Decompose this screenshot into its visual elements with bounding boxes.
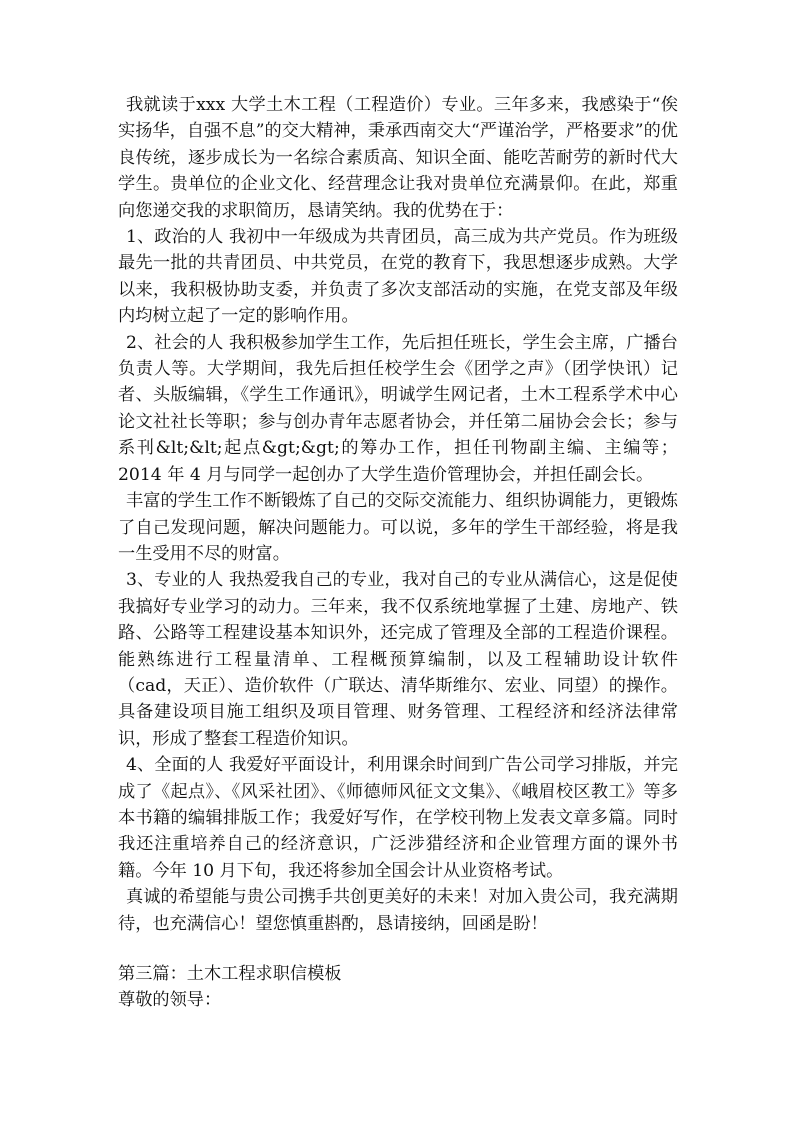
point-allround: 4、全面的人 我爱好平面设计，利用课余时间到广告公司学习排版，并完成了《起点》、《风采社团》、《师德师风征文文集》、《峨眉校区教工》等多本书籍的编辑排版工作；我爱好写作，在学校刊物上发表文章多篇。同时我还注重培养自己的经济意识，广泛涉猎经济和企业管理方面的课外书籍。今年 10 月下旬，我还将参加全国会计从业资格考试。 [118,755,678,881]
point-political: 1、政治的人 我初中一年级成为共青团员，高三成为共产党员。作为班级最先一批的共青团员、中共党员，在党的教育下，我思想逐步成熟。大学以来，我积极协助支委，并负责了多次支部活动的实施，在党支部及年级内均树立起了一定的影响作用。 [118,227,678,327]
intro-paragraph: 我就读于xxx 大学土木工程（工程造价）专业。三年多来，我感染于“俟实扬华，自强不息”的交大精神，秉承西南交大“严谨治学，严格要求”的优良传统，逐步成长为一名综合素质高、知识全面、能吃苦耐劳的新时代大学生。贵单位的企业文化、经营理念让我对贵单位充满景仰。在此，郑重向您递交我的求职简历，恳请笑纳。我的优势在于： [118,95,678,221]
document-page [118,92,678,1014]
greeting-line: 尊敬的领导： [118,990,222,1011]
point-professional: 3、专业的人 我热爱我自己的专业，我对自己的专业从满信心，这是促使我搞好专业学习的动力。三年来，我不仅系统地掌握了土建、房地产、铁路、公路等工程建设基本知识外，还完成了管理及全部的工程造价课程。能熟练进行工程量清单、工程概预算编制，以及工程辅助设计软件（cad，天正）、造价软件（广联达、清华斯维尔、宏业、同望）的操作。具备建设项目施工组织及项目管理、财务管理、工程经济和经济法律常识，形成了整套工程造价知识。 [118,570,678,749]
point-social-followup: 丰富的学生工作不断锻炼了自己的交际交流能力、组织协调能力，更锻炼了自己发现问题，解决问题能力。可以说，多年的学生干部经验，将是我一生受用不尽的财富。 [118,491,678,564]
section-heading: 第三篇：土木工程求职信模板 [118,964,342,984]
section-spacer [118,937,678,961]
point-social: 2、社会的人 我积极参加学生工作，先后担任班长，学生会主席，广播台负责人等。大学期间，我先后担任校学生会《团学之声》（团学快讯）记者、头版编辑，《学生工作通讯》，明诚学生网记者，土木工程系学术中心论文社社长等职；参与创办青年志愿者协会，并任第二届协会会长；参与系刊&lt;&lt;起点&gt;&gt;的筹办工作，担任刊物副主编、主编等；2014 年 4 月与同学一起创办了大学生造价管理协会，并担任副会长。 [118,332,678,485]
closing-paragraph: 真诚的希望能与贵公司携手共创更美好的未来！对加入贵公司，我充满期待，也充满信心！望您慎重斟酌，恳请接纳，回函是盼！ [118,887,678,934]
